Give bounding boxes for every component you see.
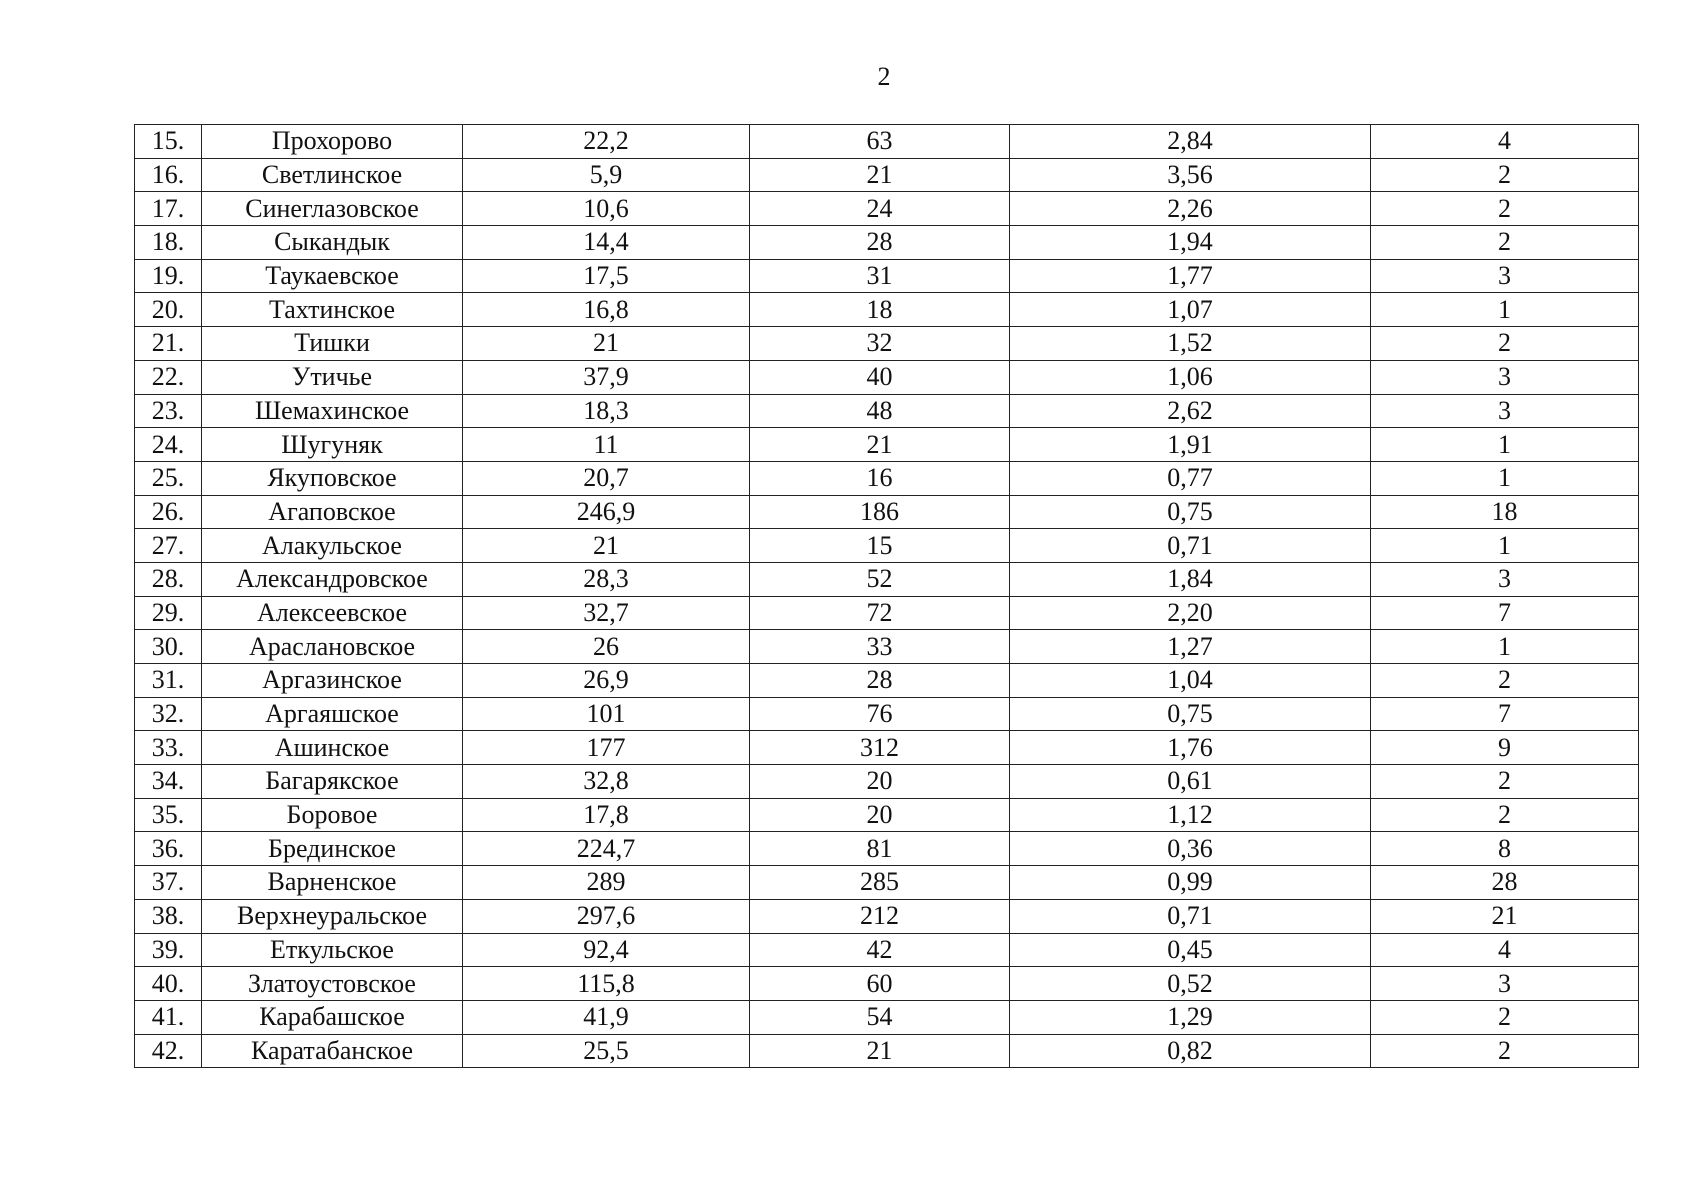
value-b-cell: 60 (750, 967, 1010, 1001)
value-c-cell: 1,04 (1010, 664, 1371, 698)
value-a-cell: 37,9 (463, 360, 750, 394)
table-row (135, 664, 1639, 698)
value-d-cell: 1 (1371, 428, 1639, 462)
name-cell: Агаповское (202, 495, 463, 529)
value-d-cell: 7 (1371, 596, 1639, 630)
value-a-cell: 21 (463, 529, 750, 563)
row-number-cell: 36. (135, 832, 202, 866)
value-c-cell: 1,84 (1010, 562, 1371, 596)
value-b-cell: 32 (750, 327, 1010, 361)
value-b-cell: 24 (750, 192, 1010, 226)
value-d-cell: 9 (1371, 731, 1639, 765)
row-number-cell: 20. (135, 293, 202, 327)
value-b-cell: 312 (750, 731, 1010, 765)
value-a-cell: 17,5 (463, 259, 750, 293)
value-d-cell: 2 (1371, 226, 1639, 260)
value-d-cell: 4 (1371, 125, 1639, 159)
name-cell: Карабашское (202, 1000, 463, 1034)
row-number-cell: 39. (135, 933, 202, 967)
value-b-cell: 15 (750, 529, 1010, 563)
name-cell: Златоустовское (202, 967, 463, 1001)
row-number-cell: 31. (135, 664, 202, 698)
page-number: 2 (877, 62, 891, 91)
value-c-cell: 2,26 (1010, 192, 1371, 226)
value-d-cell: 7 (1371, 697, 1639, 731)
row-number-cell: 35. (135, 798, 202, 832)
name-cell: Утичье (202, 360, 463, 394)
name-cell: Багарякское (202, 765, 463, 799)
value-a-cell: 28,3 (463, 562, 750, 596)
value-a-cell: 177 (463, 731, 750, 765)
value-d-cell: 2 (1371, 1000, 1639, 1034)
name-cell: Тишки (202, 327, 463, 361)
value-d-cell: 21 (1371, 899, 1639, 933)
name-cell: Светлинское (202, 158, 463, 192)
value-a-cell: 92,4 (463, 933, 750, 967)
value-d-cell: 28 (1371, 866, 1639, 900)
value-c-cell: 1,07 (1010, 293, 1371, 327)
value-a-cell: 14,4 (463, 226, 750, 260)
value-a-cell: 22,2 (463, 125, 750, 159)
value-b-cell: 21 (750, 1034, 1010, 1068)
row-number-cell: 23. (135, 394, 202, 428)
name-cell: Еткульское (202, 933, 463, 967)
value-d-cell: 18 (1371, 495, 1639, 529)
table-row (135, 798, 1639, 832)
value-d-cell: 3 (1371, 360, 1639, 394)
value-a-cell: 32,8 (463, 765, 750, 799)
table-row (135, 192, 1639, 226)
row-number-cell: 34. (135, 765, 202, 799)
name-cell: Брединское (202, 832, 463, 866)
value-c-cell: 1,29 (1010, 1000, 1371, 1034)
value-d-cell: 8 (1371, 832, 1639, 866)
name-cell: Алексеевское (202, 596, 463, 630)
value-c-cell: 0,45 (1010, 933, 1371, 967)
value-c-cell: 1,91 (1010, 428, 1371, 462)
value-c-cell: 2,84 (1010, 125, 1371, 159)
value-b-cell: 18 (750, 293, 1010, 327)
value-a-cell: 16,8 (463, 293, 750, 327)
value-a-cell: 41,9 (463, 1000, 750, 1034)
name-cell: Боровое (202, 798, 463, 832)
value-b-cell: 76 (750, 697, 1010, 731)
value-a-cell: 224,7 (463, 832, 750, 866)
value-a-cell: 246,9 (463, 495, 750, 529)
row-number-cell: 24. (135, 428, 202, 462)
value-b-cell: 42 (750, 933, 1010, 967)
row-number-cell: 15. (135, 125, 202, 159)
value-a-cell: 26,9 (463, 664, 750, 698)
name-cell: Прохорово (202, 125, 463, 159)
value-d-cell: 3 (1371, 394, 1639, 428)
table-row (135, 428, 1639, 462)
table-row (135, 259, 1639, 293)
value-a-cell: 289 (463, 866, 750, 900)
value-a-cell: 5,9 (463, 158, 750, 192)
name-cell: Аргазинское (202, 664, 463, 698)
row-number-cell: 42. (135, 1034, 202, 1068)
value-a-cell: 17,8 (463, 798, 750, 832)
value-d-cell: 2 (1371, 798, 1639, 832)
value-c-cell: 0,61 (1010, 765, 1371, 799)
name-cell: Шугуняк (202, 428, 463, 462)
name-cell: Таукаевское (202, 259, 463, 293)
table-row (135, 765, 1639, 799)
table-row (135, 596, 1639, 630)
value-b-cell: 54 (750, 1000, 1010, 1034)
value-c-cell: 1,12 (1010, 798, 1371, 832)
value-d-cell: 2 (1371, 1034, 1639, 1068)
table-row (135, 967, 1639, 1001)
value-b-cell: 186 (750, 495, 1010, 529)
value-c-cell: 1,52 (1010, 327, 1371, 361)
value-a-cell: 26 (463, 630, 750, 664)
table-row (135, 697, 1639, 731)
value-c-cell: 1,76 (1010, 731, 1371, 765)
value-c-cell: 2,62 (1010, 394, 1371, 428)
value-d-cell: 2 (1371, 327, 1639, 361)
value-d-cell: 2 (1371, 192, 1639, 226)
value-a-cell: 115,8 (463, 967, 750, 1001)
data-table (134, 124, 1639, 1068)
value-a-cell: 21 (463, 327, 750, 361)
name-cell: Каратабанское (202, 1034, 463, 1068)
table-row (135, 562, 1639, 596)
table-row (135, 461, 1639, 495)
table-row (135, 158, 1639, 192)
value-c-cell: 0,99 (1010, 866, 1371, 900)
table-row (135, 832, 1639, 866)
table-row (135, 293, 1639, 327)
value-c-cell: 1,94 (1010, 226, 1371, 260)
value-c-cell: 1,27 (1010, 630, 1371, 664)
name-cell: Аргаяшское (202, 697, 463, 731)
table-row (135, 495, 1639, 529)
value-b-cell: 28 (750, 226, 1010, 260)
value-d-cell: 2 (1371, 158, 1639, 192)
name-cell: Арaслановское (202, 630, 463, 664)
value-a-cell: 25,5 (463, 1034, 750, 1068)
value-b-cell: 21 (750, 428, 1010, 462)
value-b-cell: 81 (750, 832, 1010, 866)
name-cell: Варненское (202, 866, 463, 900)
name-cell: Ашинское (202, 731, 463, 765)
row-number-cell: 19. (135, 259, 202, 293)
name-cell: Якуповское (202, 461, 463, 495)
value-b-cell: 63 (750, 125, 1010, 159)
row-number-cell: 37. (135, 866, 202, 900)
value-b-cell: 52 (750, 562, 1010, 596)
value-c-cell: 0,71 (1010, 529, 1371, 563)
value-a-cell: 32,7 (463, 596, 750, 630)
value-c-cell: 0,77 (1010, 461, 1371, 495)
row-number-cell: 32. (135, 697, 202, 731)
value-b-cell: 72 (750, 596, 1010, 630)
row-number-cell: 27. (135, 529, 202, 563)
table-row (135, 529, 1639, 563)
value-b-cell: 285 (750, 866, 1010, 900)
row-number-cell: 41. (135, 1000, 202, 1034)
name-cell: Синеглазовское (202, 192, 463, 226)
table-body (135, 125, 1639, 1068)
value-b-cell: 31 (750, 259, 1010, 293)
table-row (135, 630, 1639, 664)
table-row (135, 394, 1639, 428)
row-number-cell: 16. (135, 158, 202, 192)
row-number-cell: 18. (135, 226, 202, 260)
row-number-cell: 22. (135, 360, 202, 394)
value-a-cell: 11 (463, 428, 750, 462)
value-d-cell: 2 (1371, 765, 1639, 799)
row-number-cell: 28. (135, 562, 202, 596)
table-row (135, 1034, 1639, 1068)
value-d-cell: 3 (1371, 967, 1639, 1001)
value-c-cell: 1,77 (1010, 259, 1371, 293)
value-a-cell: 101 (463, 697, 750, 731)
value-c-cell: 0,75 (1010, 697, 1371, 731)
value-b-cell: 33 (750, 630, 1010, 664)
row-number-cell: 30. (135, 630, 202, 664)
value-c-cell: 0,75 (1010, 495, 1371, 529)
table-row (135, 327, 1639, 361)
value-b-cell: 20 (750, 798, 1010, 832)
value-b-cell: 16 (750, 461, 1010, 495)
table-row (135, 125, 1639, 159)
value-d-cell: 1 (1371, 461, 1639, 495)
value-d-cell: 4 (1371, 933, 1639, 967)
value-b-cell: 21 (750, 158, 1010, 192)
value-c-cell: 2,20 (1010, 596, 1371, 630)
row-number-cell: 29. (135, 596, 202, 630)
row-number-cell: 33. (135, 731, 202, 765)
name-cell: Алакульское (202, 529, 463, 563)
value-b-cell: 212 (750, 899, 1010, 933)
row-number-cell: 38. (135, 899, 202, 933)
value-d-cell: 3 (1371, 259, 1639, 293)
value-c-cell: 0,71 (1010, 899, 1371, 933)
row-number-cell: 40. (135, 967, 202, 1001)
value-b-cell: 20 (750, 765, 1010, 799)
value-b-cell: 28 (750, 664, 1010, 698)
value-c-cell: 1,06 (1010, 360, 1371, 394)
value-a-cell: 20,7 (463, 461, 750, 495)
value-a-cell: 10,6 (463, 192, 750, 226)
value-a-cell: 18,3 (463, 394, 750, 428)
value-d-cell: 1 (1371, 630, 1639, 664)
name-cell: Верхнеуральское (202, 899, 463, 933)
table-row (135, 1000, 1639, 1034)
value-d-cell: 1 (1371, 529, 1639, 563)
value-c-cell: 0,36 (1010, 832, 1371, 866)
value-c-cell: 0,52 (1010, 967, 1371, 1001)
value-a-cell: 297,6 (463, 899, 750, 933)
row-number-cell: 25. (135, 461, 202, 495)
row-number-cell: 21. (135, 327, 202, 361)
table-row (135, 226, 1639, 260)
row-number-cell: 26. (135, 495, 202, 529)
value-b-cell: 40 (750, 360, 1010, 394)
name-cell: Сыкандык (202, 226, 463, 260)
value-c-cell: 3,56 (1010, 158, 1371, 192)
value-c-cell: 0,82 (1010, 1034, 1371, 1068)
table-row (135, 360, 1639, 394)
table-row (135, 933, 1639, 967)
table-row (135, 866, 1639, 900)
value-d-cell: 3 (1371, 562, 1639, 596)
name-cell: Тахтинское (202, 293, 463, 327)
table-row (135, 899, 1639, 933)
name-cell: Александровское (202, 562, 463, 596)
table-row (135, 731, 1639, 765)
value-b-cell: 48 (750, 394, 1010, 428)
name-cell: Шемахинское (202, 394, 463, 428)
value-d-cell: 2 (1371, 664, 1639, 698)
value-d-cell: 1 (1371, 293, 1639, 327)
row-number-cell: 17. (135, 192, 202, 226)
